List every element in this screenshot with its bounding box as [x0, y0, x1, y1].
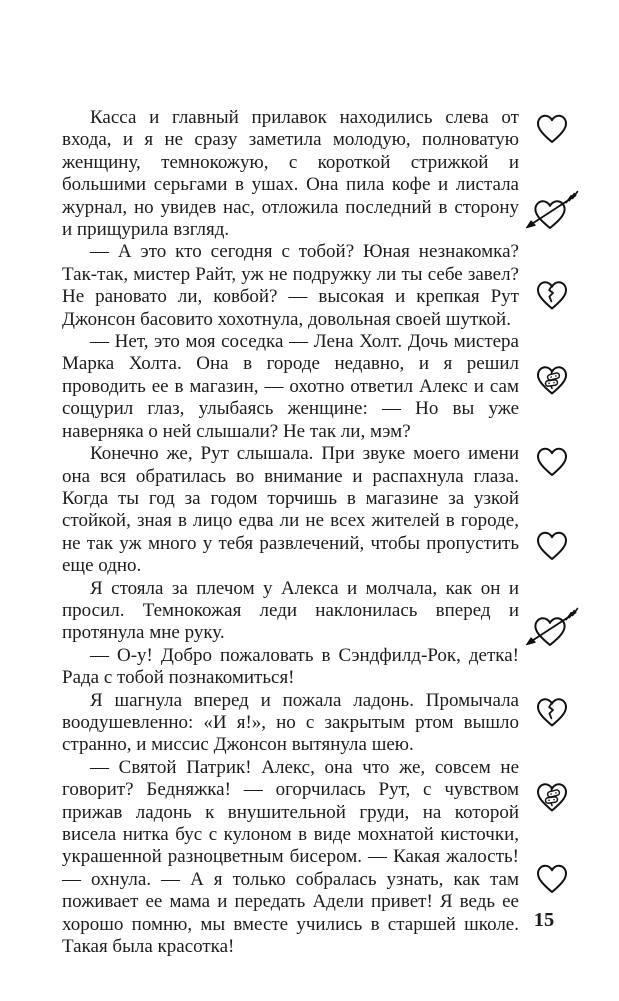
heart-outline-icon: [532, 110, 572, 145]
heart-outline-icon: [532, 443, 572, 478]
paragraph: — А это кто сегодня с тобой? Юная незнакомка? Так-так, мистер Райт, уж не подружку ли ты себе завел? Не рановато ли, ковбой? — высокая и крепкая Рут Джонсон басовито хохотнула, довольная своей шуткой.: [62, 241, 519, 330]
paragraph: Касса и главный прилавок находились слева от входа, и я не сразу заметила молодую, полноватую женщину, темнокожую, с короткой стрижкой и большими серьгами в ушах. Она пила кофе и листала журнал, но увидев нас, отложила последний в сторону и прищурила взгляд.: [62, 107, 519, 241]
heart-arrow-icon: [523, 188, 581, 232]
paragraph: Я шагнула вперед и пожала ладонь. Промычала воодушевленно: «И я!», но с закрытым ртом вышло странно, и миссис Джонсон вытянула шею.: [62, 689, 519, 756]
heart-arrow-icon: [523, 605, 581, 649]
page-number: 15: [533, 909, 555, 931]
heart-bandage-icon: [532, 774, 572, 814]
heart-broken-icon: [532, 692, 572, 729]
paragraph: Я стояла за плечом у Алекса и молчала, как он и просил. Темнокожая леди наклонилась вперед и протянула мне руку.: [62, 577, 519, 644]
heart-broken-icon: [532, 275, 572, 312]
heart-outline-icon: [532, 527, 572, 562]
paragraph: — Нет, это моя соседка — Лена Холт. Дочь мистера Марка Холта. Она в городе недавно, и я решил проводить ее в магазин, — охотно ответил Алекс и сам сощурил глаз, улыбаясь женщине: — Но вы уже наверняка о ней слышали? Не так ли, мэм?: [62, 331, 519, 442]
paragraph: — Святой Патрик! Алекс, она что же, совсем не говорит? Бедняжка! — огорчилась Рут, с чувством прижав ладонь к внушительной груди, на которой висела нитка бус с кулоном в виде мохнатой кисточки, украшенной разноцветным бисером. — Какая жалость! — охнула. — А я только собралась узнать, как там поживает ее мама и передать Адели привет! Я ведь ее хорошо помню, мы вместе учились в старшей школе. Такая была красотка!: [62, 756, 519, 958]
page-text: [62, 107, 519, 958]
paragraph: Конечно же, Рут слышала. При звуке моего имени она вся обратилась во внимание и распахнула глаза. Когда ты год за годом торчишь в магазине за узкой стойкой, зная в лицо едва ли не всех жителей в городе, не так уж много у тебя развлечений, чтобы пропустить еще одно.: [62, 443, 519, 577]
heart-outline-icon: [532, 860, 572, 895]
paragraph: — О-у! Добро пожаловать в Сэндфилд-Рок, детка! Рада с тобой познакомиться!: [62, 644, 519, 689]
heart-bandage-icon: [532, 357, 572, 397]
